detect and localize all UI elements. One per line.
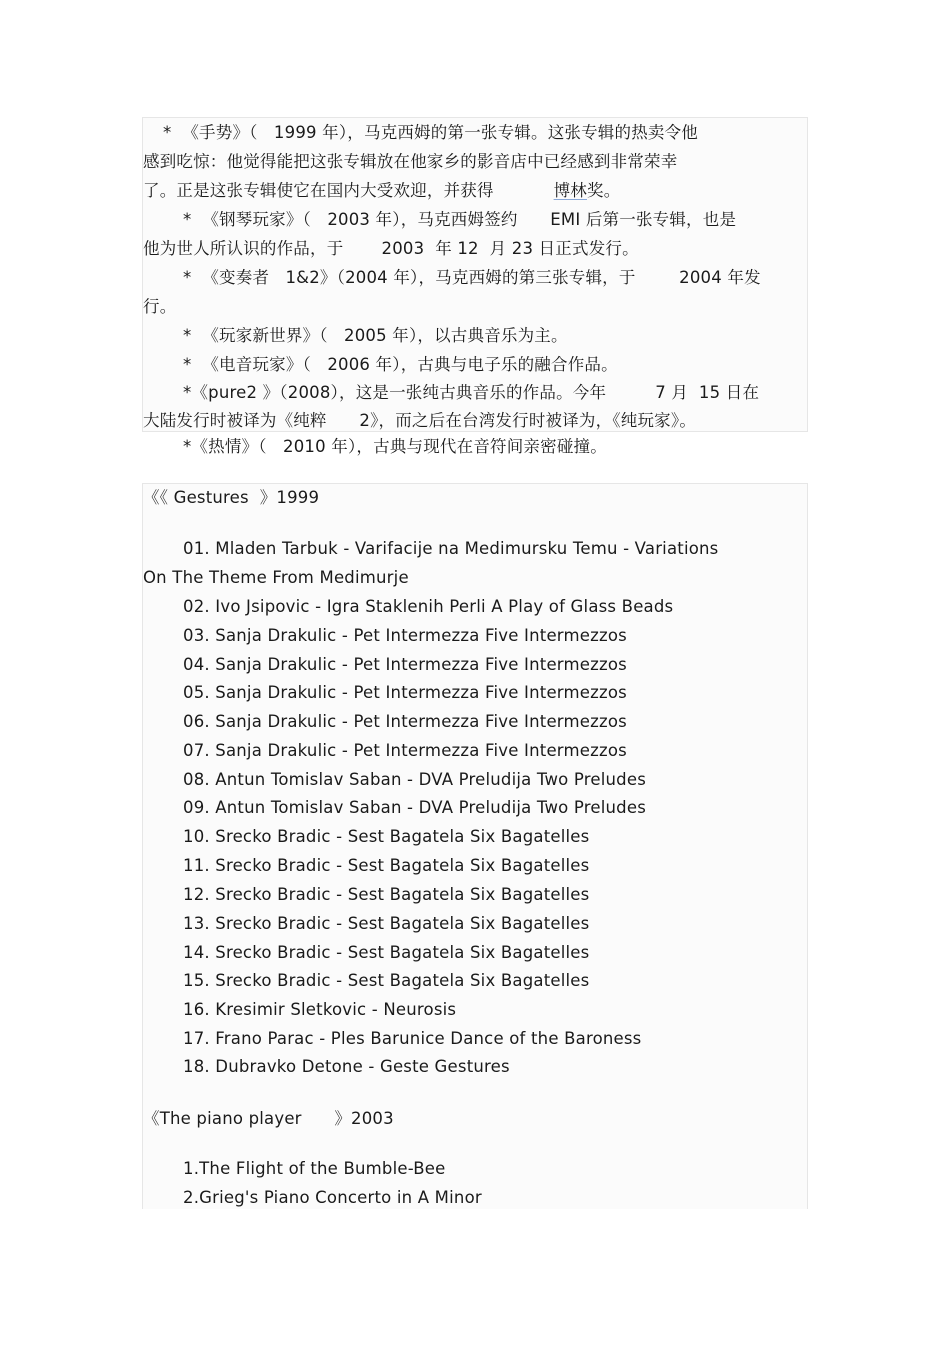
track-item: 03. Sanja Drakulic - Pet Intermezza Five Intermezzos	[183, 626, 627, 645]
album-heading-gestures: 《《 Gestures 》1999	[143, 488, 320, 507]
track-item: 12. Srecko Bradic - Sest Bagatela Six Bagatelles	[183, 885, 590, 904]
track-item: 16. Kresimir Sletkovic - Neurosis	[183, 1000, 457, 1019]
track-item: 17. Frano Parac - Ples Barunice Dance of the Baroness	[183, 1029, 642, 1048]
track-item: 1.The Flight of the Bumble-Bee	[183, 1159, 446, 1178]
track-item: 08. Antun Tomislav Saban - DVA Preludija Two Preludes	[183, 770, 646, 789]
track-item: 18. Dubravko Detone - Geste Gestures	[183, 1057, 510, 1076]
album-note-gestures-award	[143, 180, 620, 202]
track-item: 02. Ivo Jsipovic - Igra Staklenih Perli A Play of Glass Beads	[183, 597, 674, 616]
track-item: 04. Sanja Drakulic - Pet Intermezza Five Intermezzos	[183, 655, 627, 674]
track-item: 11. Srecko Bradic - Sest Bagatela Six Bagatelles	[183, 856, 590, 875]
album-note-variations: * 《变奏者 1&2》（2004 年），马克西姆的第三张专辑，于 2004 年发	[183, 268, 761, 287]
album-note-pure2-cont: 大陆发行时被译为《纯粹 2》，而之后在台湾发行时被译为，《纯玩家》。	[143, 411, 697, 430]
album-note-gestures-cont: 感到吃惊：他觉得能把这张专辑放在他家乡的影音店中已经感到非常荣幸	[143, 152, 678, 171]
track-item: 14. Srecko Bradic - Sest Bagatela Six Bagatelles	[183, 943, 590, 962]
track-item: 05. Sanja Drakulic - Pet Intermezza Five Intermezzos	[183, 683, 627, 702]
track-item: 01. Mladen Tarbuk - Varifacije na Medimursku Temu - Variations	[183, 539, 719, 558]
track-item: 10. Srecko Bradic - Sest Bagatela Six Bagatelles	[183, 827, 590, 846]
album-heading-piano-player: 《The piano player 》2003	[143, 1109, 394, 1128]
album-note-variations-cont: 行。	[143, 297, 177, 316]
track-item: 07. Sanja Drakulic - Pet Intermezza Five Intermezzos	[183, 741, 627, 760]
album-note-electro: * 《电音玩家》（ 2006 年），古典与电子乐的融合作品。	[183, 355, 618, 374]
track-item: 2.Grieg's Piano Concerto in A Minor	[183, 1188, 482, 1207]
track-item: 13. Srecko Bradic - Sest Bagatela Six Bagatelles	[183, 914, 590, 933]
album-note-pure2: *《pure2 》（2008），这是一张纯古典音乐的作品。今年 7 月 15 日在	[183, 383, 760, 402]
album-note-gestures: * 《手势》（ 1999 年），马克西姆的第一张专辑。这张专辑的热卖令他	[163, 123, 699, 142]
album-note-piano-player-cont: 他为世人所认识的作品，于 2003 年 12 月 23 日正式发行。	[143, 239, 639, 258]
track-item: 15. Srecko Bradic - Sest Bagatela Six Bagatelles	[183, 971, 590, 990]
award-text-pre: 了。正是这张专辑使它在国内大受欢迎，并获得	[143, 181, 554, 200]
album-note-new-world: * 《玩家新世界》（ 2005 年），以古典音乐为主。	[183, 326, 568, 345]
album-note-piano-player: * 《钢琴玩家》（ 2003 年），马克西姆签约 EMI 后第一张专辑，也是	[183, 210, 737, 229]
award-link[interactable]: 博林	[553, 181, 587, 200]
track-item: 06. Sanja Drakulic - Pet Intermezza Five Intermezzos	[183, 712, 627, 731]
award-text-post: 奖。	[587, 181, 621, 200]
track-item: 09. Antun Tomislav Saban - DVA Preludija Two Preludes	[183, 798, 646, 817]
track-item-cont: On The Theme From Medimurje	[143, 568, 409, 587]
album-note-passion: *《热情》（ 2010 年），古典与现代在音符间亲密碰撞。	[183, 437, 607, 456]
